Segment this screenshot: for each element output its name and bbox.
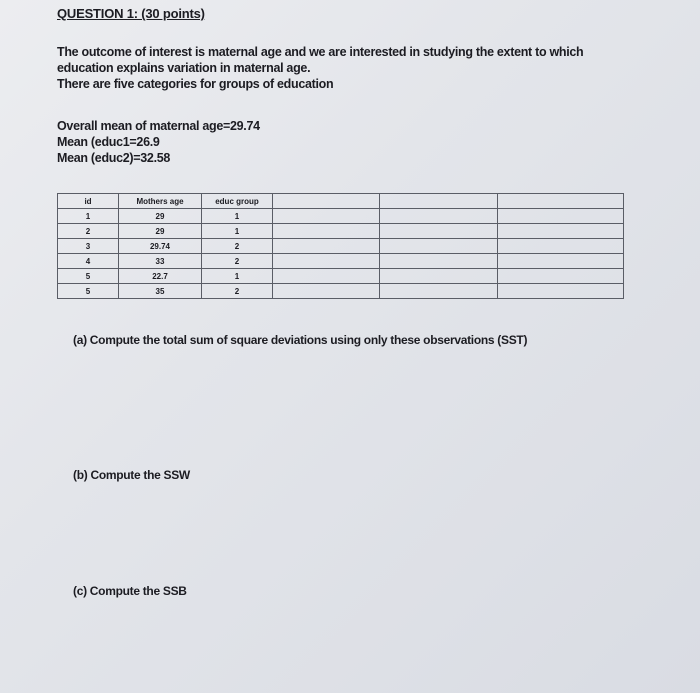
table-header-row	[58, 194, 624, 209]
header-empty	[380, 194, 498, 209]
table-row	[58, 254, 624, 269]
cell-group: 1	[202, 269, 273, 284]
header-id: id	[58, 194, 119, 209]
question-a: (a) Compute the total sum of square deviations using only these observations (SST)	[73, 333, 528, 347]
cell-empty	[273, 224, 380, 239]
table-row	[58, 269, 624, 284]
cell-age: 29	[119, 224, 202, 239]
table-row	[58, 209, 624, 224]
question-c: (c) Compute the SSB	[73, 584, 187, 598]
header-empty	[273, 194, 380, 209]
cell-id: 3	[58, 239, 119, 254]
intro-line: education explains variation in maternal age.	[57, 61, 311, 75]
cell-id: 5	[58, 269, 119, 284]
cell-id: 1	[58, 209, 119, 224]
data-table	[57, 193, 624, 299]
cell-empty	[380, 284, 498, 299]
cell-age: 29.74	[119, 239, 202, 254]
cell-empty	[273, 284, 380, 299]
cell-empty	[273, 269, 380, 284]
header-empty	[498, 194, 624, 209]
cell-group: 2	[202, 254, 273, 269]
cell-age: 29	[119, 209, 202, 224]
table-row	[58, 284, 624, 299]
cell-id: 4	[58, 254, 119, 269]
cell-age: 22.7	[119, 269, 202, 284]
header-educ-group: educ group	[202, 194, 273, 209]
cell-empty	[498, 209, 624, 224]
question-title: QUESTION 1: (30 points)	[57, 6, 205, 21]
cell-group: 2	[202, 284, 273, 299]
cell-empty	[273, 254, 380, 269]
intro-line: The outcome of interest is maternal age and we are interested in studying the extent to which	[57, 45, 584, 59]
cell-empty	[498, 284, 624, 299]
table-row	[58, 239, 624, 254]
cell-empty	[273, 239, 380, 254]
cell-empty	[380, 239, 498, 254]
cell-age: 33	[119, 254, 202, 269]
cell-empty	[498, 254, 624, 269]
overall-mean: Overall mean of maternal age=29.74	[57, 119, 260, 133]
cell-id: 5	[58, 284, 119, 299]
header-mothers-age: Mothers age	[119, 194, 202, 209]
cell-empty	[273, 209, 380, 224]
mean-educ2: Mean (educ2)=32.58	[57, 151, 171, 165]
cell-empty	[380, 254, 498, 269]
cell-empty	[380, 224, 498, 239]
mean-educ1: Mean (educ1=26.9	[57, 135, 160, 149]
cell-age: 35	[119, 284, 202, 299]
cell-group: 2	[202, 239, 273, 254]
cell-empty	[498, 239, 624, 254]
intro-line: There are five categories for groups of education	[57, 77, 334, 91]
table-row	[58, 224, 624, 239]
cell-group: 1	[202, 209, 273, 224]
cell-id: 2	[58, 224, 119, 239]
cell-empty	[380, 209, 498, 224]
question-b: (b) Compute the SSW	[73, 468, 190, 482]
cell-empty	[498, 269, 624, 284]
cell-empty	[498, 224, 624, 239]
cell-group: 1	[202, 224, 273, 239]
cell-empty	[380, 269, 498, 284]
intro-text	[57, 44, 657, 92]
means-block	[57, 118, 260, 166]
